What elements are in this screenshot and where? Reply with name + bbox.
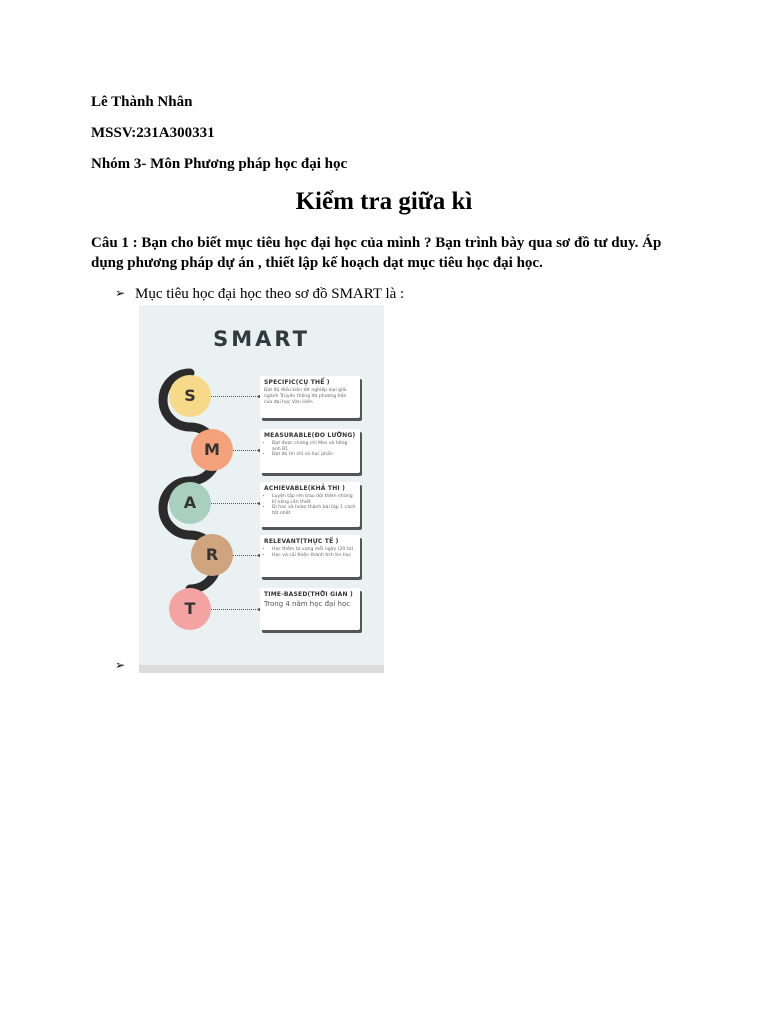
card-text: Trong 4 năm học đại học <box>264 600 351 608</box>
smart-circle-s: S <box>169 375 211 417</box>
card-heading: MEASURABLE(ĐO LƯỜNG) <box>264 432 356 439</box>
connector-r <box>233 555 260 556</box>
smart-circle-a: A <box>169 482 211 524</box>
arrow-bullet-icon: ➢ <box>115 658 126 672</box>
student-id: MSSV:231A300331 <box>91 125 215 141</box>
card-heading: ACHIEVABLE(KHẢ THI ) <box>264 485 346 492</box>
card-point: • Học thêm từ vựng mỗi ngày (20 từ) <box>272 547 356 553</box>
card-point: • Học và cải thiện thành tích tin học <box>272 553 356 559</box>
arrow-bullet-icon: ➢ <box>115 286 126 300</box>
connector-t <box>211 609 260 610</box>
card-point: • Luyện tập rèn trau dồi thêm những kĩ năng cần thiết <box>272 494 356 505</box>
card-point: • Đạt đủ tín chỉ và học phần <box>272 452 356 458</box>
card-heading: RELEVANT(THỰC TẾ ) <box>264 538 339 545</box>
card-text: Đạt đủ điều kiện tốt nghiệp loại giỏi ngành Truyền thông đa phương tiện của đại học Văn Hiến <box>264 388 347 405</box>
question-text: Câu 1 : Bạn cho biết mục tiêu học đại học của mình ? Bạn trình bày qua sơ đồ tư duy. Áp dụng phương pháp dự án , thiết lập kế hoạch dạt mục tiêu học đại học. <box>91 235 662 271</box>
group-course: Nhóm 3- Môn Phương pháp học đại học <box>91 156 348 172</box>
smart-card-relevant <box>260 535 360 577</box>
smart-card-measurable <box>260 429 360 473</box>
page-title: Kiểm tra giữa kì <box>295 188 473 215</box>
smart-circle-m: M <box>191 429 233 471</box>
card-point: • Đi học và hoàn thành bài tập 1 cách tốt nhất <box>272 505 356 516</box>
card-point: • Đạt được chứng chỉ Mos và tiếng anh B1 <box>272 441 356 452</box>
smart-card-specific <box>260 376 360 418</box>
connector-m <box>233 450 260 451</box>
connector-a <box>211 503 260 504</box>
connector-s <box>211 396 260 397</box>
smart-circle-r: R <box>191 534 233 576</box>
smart-diagram <box>139 305 384 673</box>
student-name: Lê Thành Nhân <box>91 94 193 110</box>
smart-title: SMART <box>213 327 310 351</box>
smart-image-bottom-edge <box>139 665 384 673</box>
bullet-text-1: Mục tiêu học đại học theo sơ đồ SMART là : <box>135 286 405 302</box>
smart-card-time-based <box>260 588 360 630</box>
smart-circle-t: T <box>169 588 211 630</box>
smart-card-achievable <box>260 482 360 527</box>
card-heading: TIME-BASED(THỜI GIAN ) <box>264 591 353 598</box>
card-heading: SPECIFIC(CỤ THỂ ) <box>264 379 330 386</box>
